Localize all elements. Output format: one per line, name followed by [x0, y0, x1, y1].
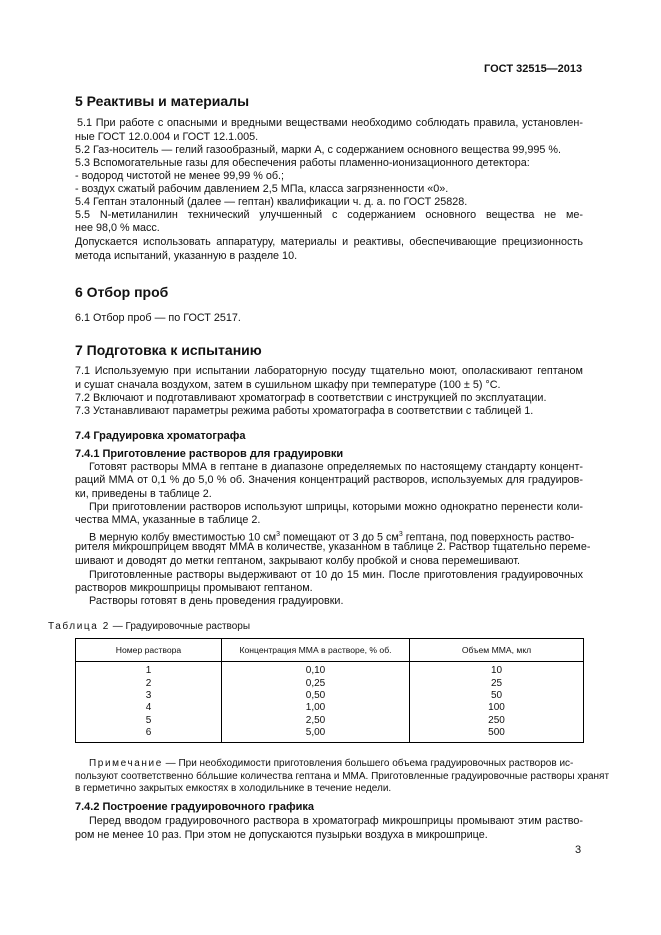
- para-5-6-line1: Допускается использовать аппаратуру, материалы и реактивы, обеспечивающие прецизионность: [75, 236, 583, 248]
- page-number: 3: [575, 844, 582, 856]
- text-segment: гептана, под поверхность раство-: [402, 531, 575, 544]
- table-cell: 1,00: [222, 702, 410, 714]
- para-7-4-1-a-line3: ки, приведены в таблице 2.: [75, 488, 212, 500]
- table-caption-label: Таблица 2: [48, 621, 110, 632]
- para-7-4-1-a-line2: раций ММА от 0,1 % до 5,0 % об. Значения концентраций растворов, используемых для градуиров-: [75, 474, 583, 486]
- table-cell: 5: [76, 715, 222, 727]
- para-5-4: 5.4 Гептан эталонный (далее — гептан) квалификации ч. д. а. по ГОСТ 25828.: [75, 196, 468, 208]
- superscript-3: 3: [276, 531, 280, 538]
- para-7-4-1-a-line1: Готовят растворы ММА в гептане в диапазоне определяемых по настоящему стандарту концент-: [89, 461, 583, 473]
- para-5-1-line1-text: 5.1 При работе с опасными и вредными веществами необходимо соблюдать правила, установлен-: [77, 117, 583, 129]
- table-cell: 4: [76, 702, 222, 714]
- table-header-concentration: Концентрация ММА в растворе, % об.: [222, 639, 410, 662]
- note-line1: [89, 757, 583, 770]
- table-row: [76, 715, 584, 727]
- table-cell: 2: [76, 677, 222, 689]
- table-cell: 6: [76, 727, 222, 743]
- table-cell: 500: [410, 727, 584, 743]
- text-segment: помещают от 3 до 5 см: [280, 531, 399, 544]
- para-5-2: 5.2 Газ-носитель — гелий газообразный, марки А, с содержанием основного вещества 99,995 %.: [75, 144, 561, 156]
- para-7-1-line1: 7.1 Используемую при испытании лабораторную посуду тщательно моют, ополаскивают гептаном: [75, 365, 583, 377]
- para-7-4-1-b-line2: чества ММА, указанные в таблице 2.: [75, 514, 261, 526]
- table-caption: [48, 620, 250, 633]
- para-7-4-1-b-line1: При приготовлении растворов используют шприцы, которыми можно однократно перенести коли-: [89, 501, 583, 513]
- subsection-7-4-2-title: 7.4.2 Построение градуировочного графика: [75, 801, 314, 813]
- subsection-7-4-title: 7.4 Градуировка хроматографа: [75, 430, 246, 442]
- para-7-4-1-c-line3: шивают и доводят до метки гептаном, закрывают колбу пробкой и снова перемешивают.: [75, 555, 521, 567]
- table-cell: 5,00: [222, 727, 410, 743]
- table-cell: 50: [410, 690, 584, 702]
- table-cell: 100: [410, 702, 584, 714]
- table-row: [76, 677, 584, 689]
- para-5-3-item-b: - воздух сжатый рабочим давлением 2,5 МПа, класса загрязненности «0».: [75, 183, 449, 195]
- para-7-2: 7.2 Включают и подготавливают хроматограф в соответствии с инструкцией по эксплуатации.: [75, 392, 547, 404]
- table-header-solution-number: Номер раствора: [76, 639, 222, 662]
- para-7-4-2-line1: Перед вводом градуировочного раствора в хроматограф микрошприцы промывают этим раство-: [89, 815, 583, 827]
- para-5-5-line2: нее 98,0 % масс.: [75, 222, 160, 234]
- superscript-3: 3: [398, 531, 403, 538]
- para-7-4-1-d-line1: Приготовленные растворы выдерживают от 10 до 15 мин. После приготовления градуировочных: [89, 569, 583, 581]
- subsection-7-4-1-title: 7.4.1 Приготовление растворов для градуировки: [75, 448, 344, 460]
- para-7-4-1-d-line2: растворов микрошприцы промывают гептаном.: [75, 582, 313, 594]
- para-7-4-1-c-line2: рителя микрошприцем вводят ММА в количестве, указанном в таблице 2. Раствор тщательно переме-: [75, 541, 591, 553]
- table-cell: 25: [410, 677, 584, 689]
- calibration-table: [75, 638, 584, 743]
- text-segment: В мерную колбу вместимостью 10 см: [89, 531, 277, 544]
- section-5-title: 5 Реактивы и материалы: [75, 93, 250, 109]
- table-caption-text: — Градуировочные растворы: [109, 621, 251, 632]
- table-row: [76, 702, 584, 714]
- note-line3: в герметично закрытых емкостях в холодильнике в течение недели.: [75, 783, 392, 794]
- para-5-3: 5.3 Вспомогательные газы для обеспечения работы пламенно-ионизационного детектора:: [75, 157, 530, 169]
- table-cell: 0,50: [222, 690, 410, 702]
- table-cell: 0,10: [222, 662, 410, 678]
- note-line2: пользуют соответственно бóльшие количества гептана и ММА. Приготовленные градуировочные растворы хранят: [75, 771, 610, 782]
- table-cell: 10: [410, 662, 584, 678]
- table-cell: 250: [410, 715, 584, 727]
- document-code: ГОСТ 32515—2013: [484, 63, 583, 75]
- table-row: [76, 690, 584, 702]
- section-6-title: 6 Отбор проб: [75, 284, 169, 300]
- note-line1-content: [89, 757, 573, 770]
- para-7-4-2-line2: ром не менее 10 раз. При этом не допускаются пузырьки воздуха в микрошприце.: [75, 829, 488, 841]
- section-7-title: 7 Подготовка к испытанию: [75, 342, 262, 358]
- table-header-row: [76, 639, 584, 662]
- note-text: — При необходимости приготовления большего объема градуировочных растворов ис-: [162, 758, 574, 769]
- table-cell: 0,25: [222, 677, 410, 689]
- table-cell: 3: [76, 690, 222, 702]
- table-cell: 2,50: [222, 715, 410, 727]
- para-7-1-line2: и сушат сначала воздухом, затем в сушильном шкафу при температуре (100 ± 5) °С.: [75, 379, 501, 391]
- table-header-volume: Объем ММА, мкл: [410, 639, 584, 662]
- para-7-4-1-e: Растворы готовят в день проведения градуировки.: [89, 595, 344, 607]
- para-5-5-line1: 5.5 N-метиланилин технический улучшенный с содержанием основного вещества не ме-: [75, 209, 583, 221]
- table-row: [76, 662, 584, 678]
- table-row: [76, 727, 584, 743]
- para-5-3-item-a: - водород чистотой не менее 99,99 % об.;: [75, 170, 285, 182]
- table-cell: 1: [76, 662, 222, 678]
- para-7-3: 7.3 Устанавливают параметры режима работы хроматографа в соответствии с таблицей 1.: [75, 405, 534, 417]
- note-label: Примечание: [89, 758, 163, 769]
- para-5-1-line1: [75, 117, 583, 130]
- para-5-1-line2: ные ГОСТ 12.0.004 и ГОСТ 12.1.005.: [75, 131, 259, 143]
- para-5-6-line2: метода испытаний, указанную в разделе 10.: [75, 250, 298, 262]
- para-6-1: 6.1 Отбор проб — по ГОСТ 2517.: [75, 312, 241, 324]
